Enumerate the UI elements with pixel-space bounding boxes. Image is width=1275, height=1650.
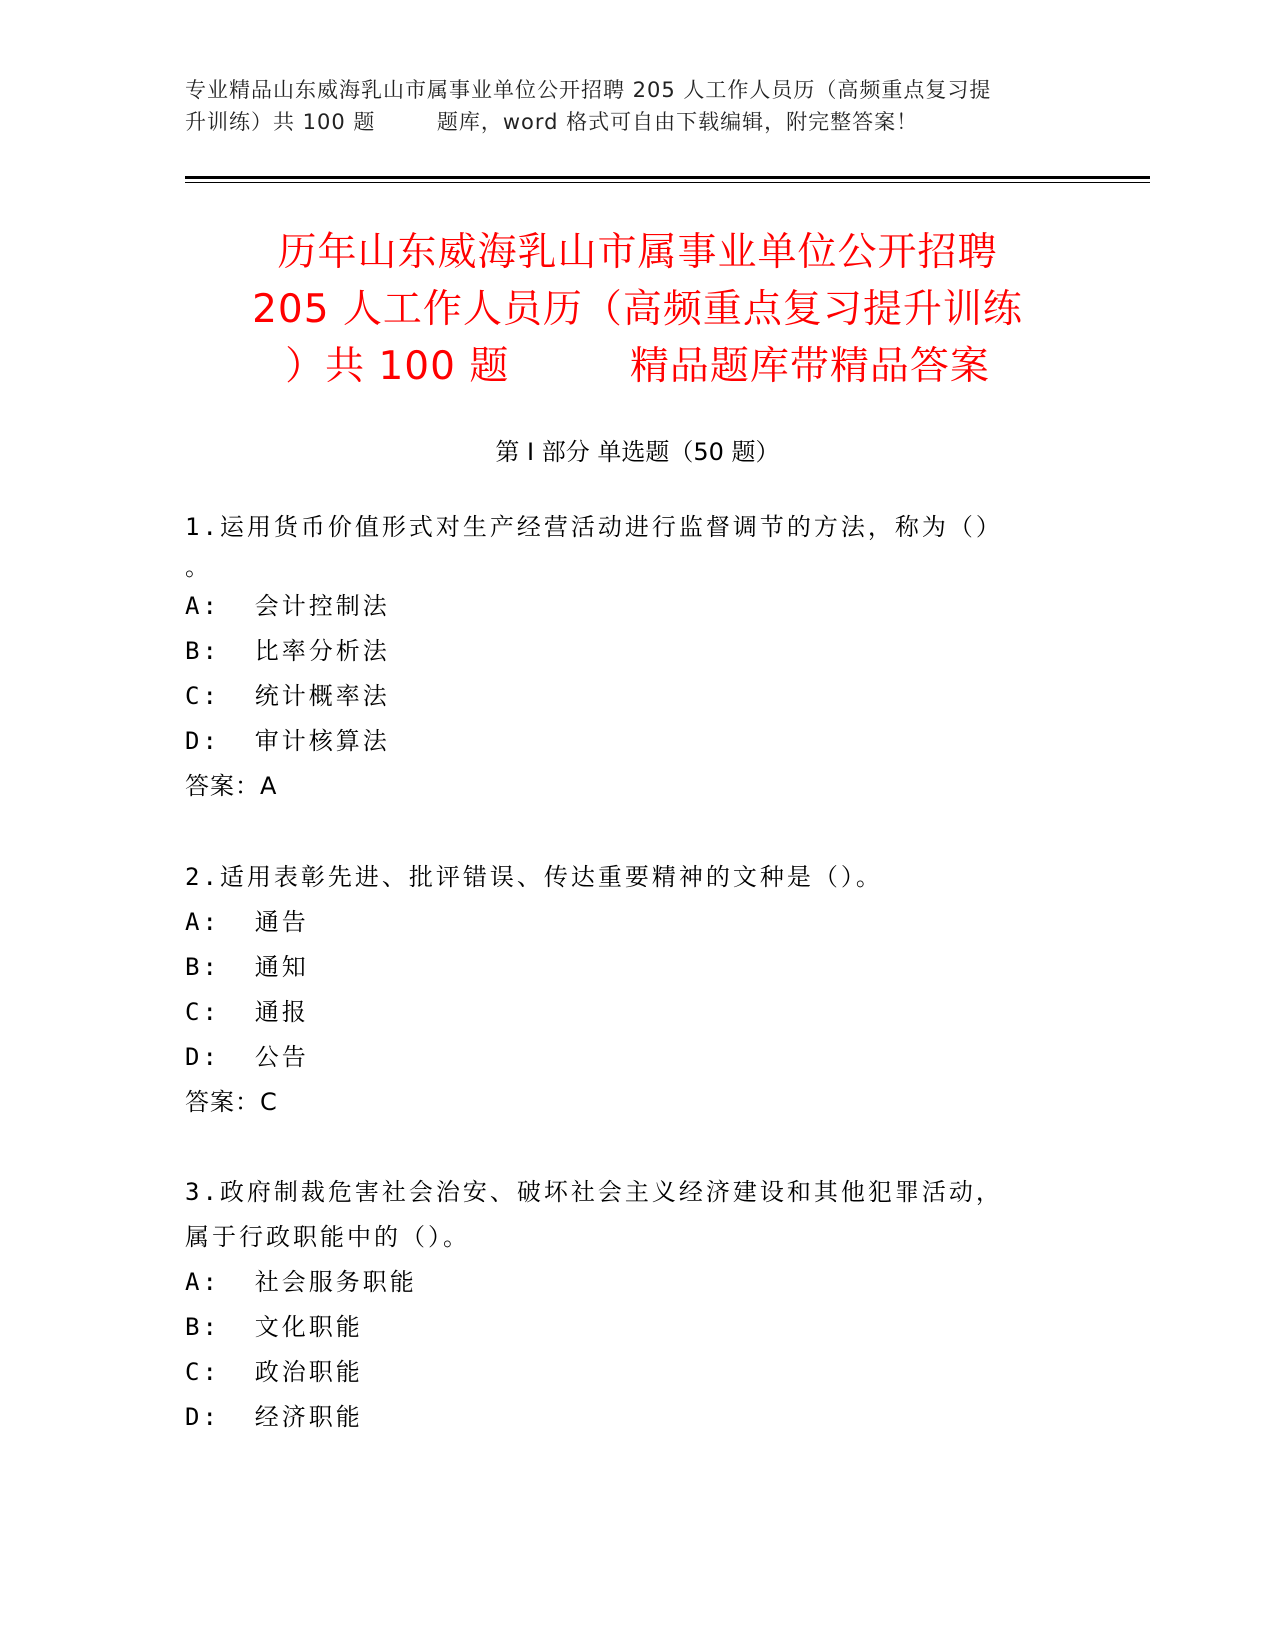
question-text-continued: 。 [185, 553, 212, 581]
option-d: D: 审计核算法 [185, 727, 390, 755]
answer-label: 答案：A [185, 772, 278, 800]
header-divider-thick [185, 176, 1150, 179]
option-c: C: 通报 [185, 998, 309, 1026]
question-2 [185, 855, 1085, 1125]
title-line-1: 历年山东威海乳山市属事业单位公开招聘 [277, 230, 998, 275]
header-line-2: 升训练）共 100 题 题库，word 格式可自由下载编辑，附完整答案！ [185, 110, 919, 134]
question-text: 3.政府制裁危害社会治安、破坏社会主义经济建设和其他犯罪活动， [185, 1178, 1003, 1206]
option-d: D: 经济职能 [185, 1403, 363, 1431]
option-b: B: 文化职能 [185, 1313, 363, 1341]
option-a: A: 会计控制法 [185, 592, 390, 620]
title-line-2: 205 人工作人员历（高频重点复习提升训练 [252, 287, 1023, 332]
header-divider-thin [185, 182, 1150, 183]
option-d: D: 公告 [185, 1043, 309, 1071]
option-c: C: 政治职能 [185, 1358, 363, 1386]
section-heading: 第 I 部分 单选题（50 题） [495, 438, 780, 466]
option-b: B: 比率分析法 [185, 637, 390, 665]
header-line-1: 专业精品山东威海乳山市属事业单位公开招聘 205 人工作人员历（高频重点复习提 [185, 78, 992, 102]
title-line-3: ）共 100 题 精品题库带精品答案 [285, 344, 990, 389]
question-1 [185, 505, 1085, 809]
question-3 [185, 1170, 1085, 1440]
question-text: 2.适用表彰先进、批评错误、传达重要精神的文种是（）。 [185, 863, 883, 891]
page-header [185, 74, 1085, 138]
question-text-continued: 属于行政职能中的（）。 [185, 1223, 470, 1251]
option-b: B: 通知 [185, 953, 309, 981]
question-text: 1.运用货币价值形式对生产经营活动进行监督调节的方法，称为（） [185, 513, 1003, 541]
answer-label: 答案：C [185, 1088, 278, 1116]
option-a: A: 社会服务职能 [185, 1268, 417, 1296]
option-c: C: 统计概率法 [185, 682, 390, 710]
document-title [150, 224, 1125, 395]
option-a: A: 通告 [185, 908, 309, 936]
